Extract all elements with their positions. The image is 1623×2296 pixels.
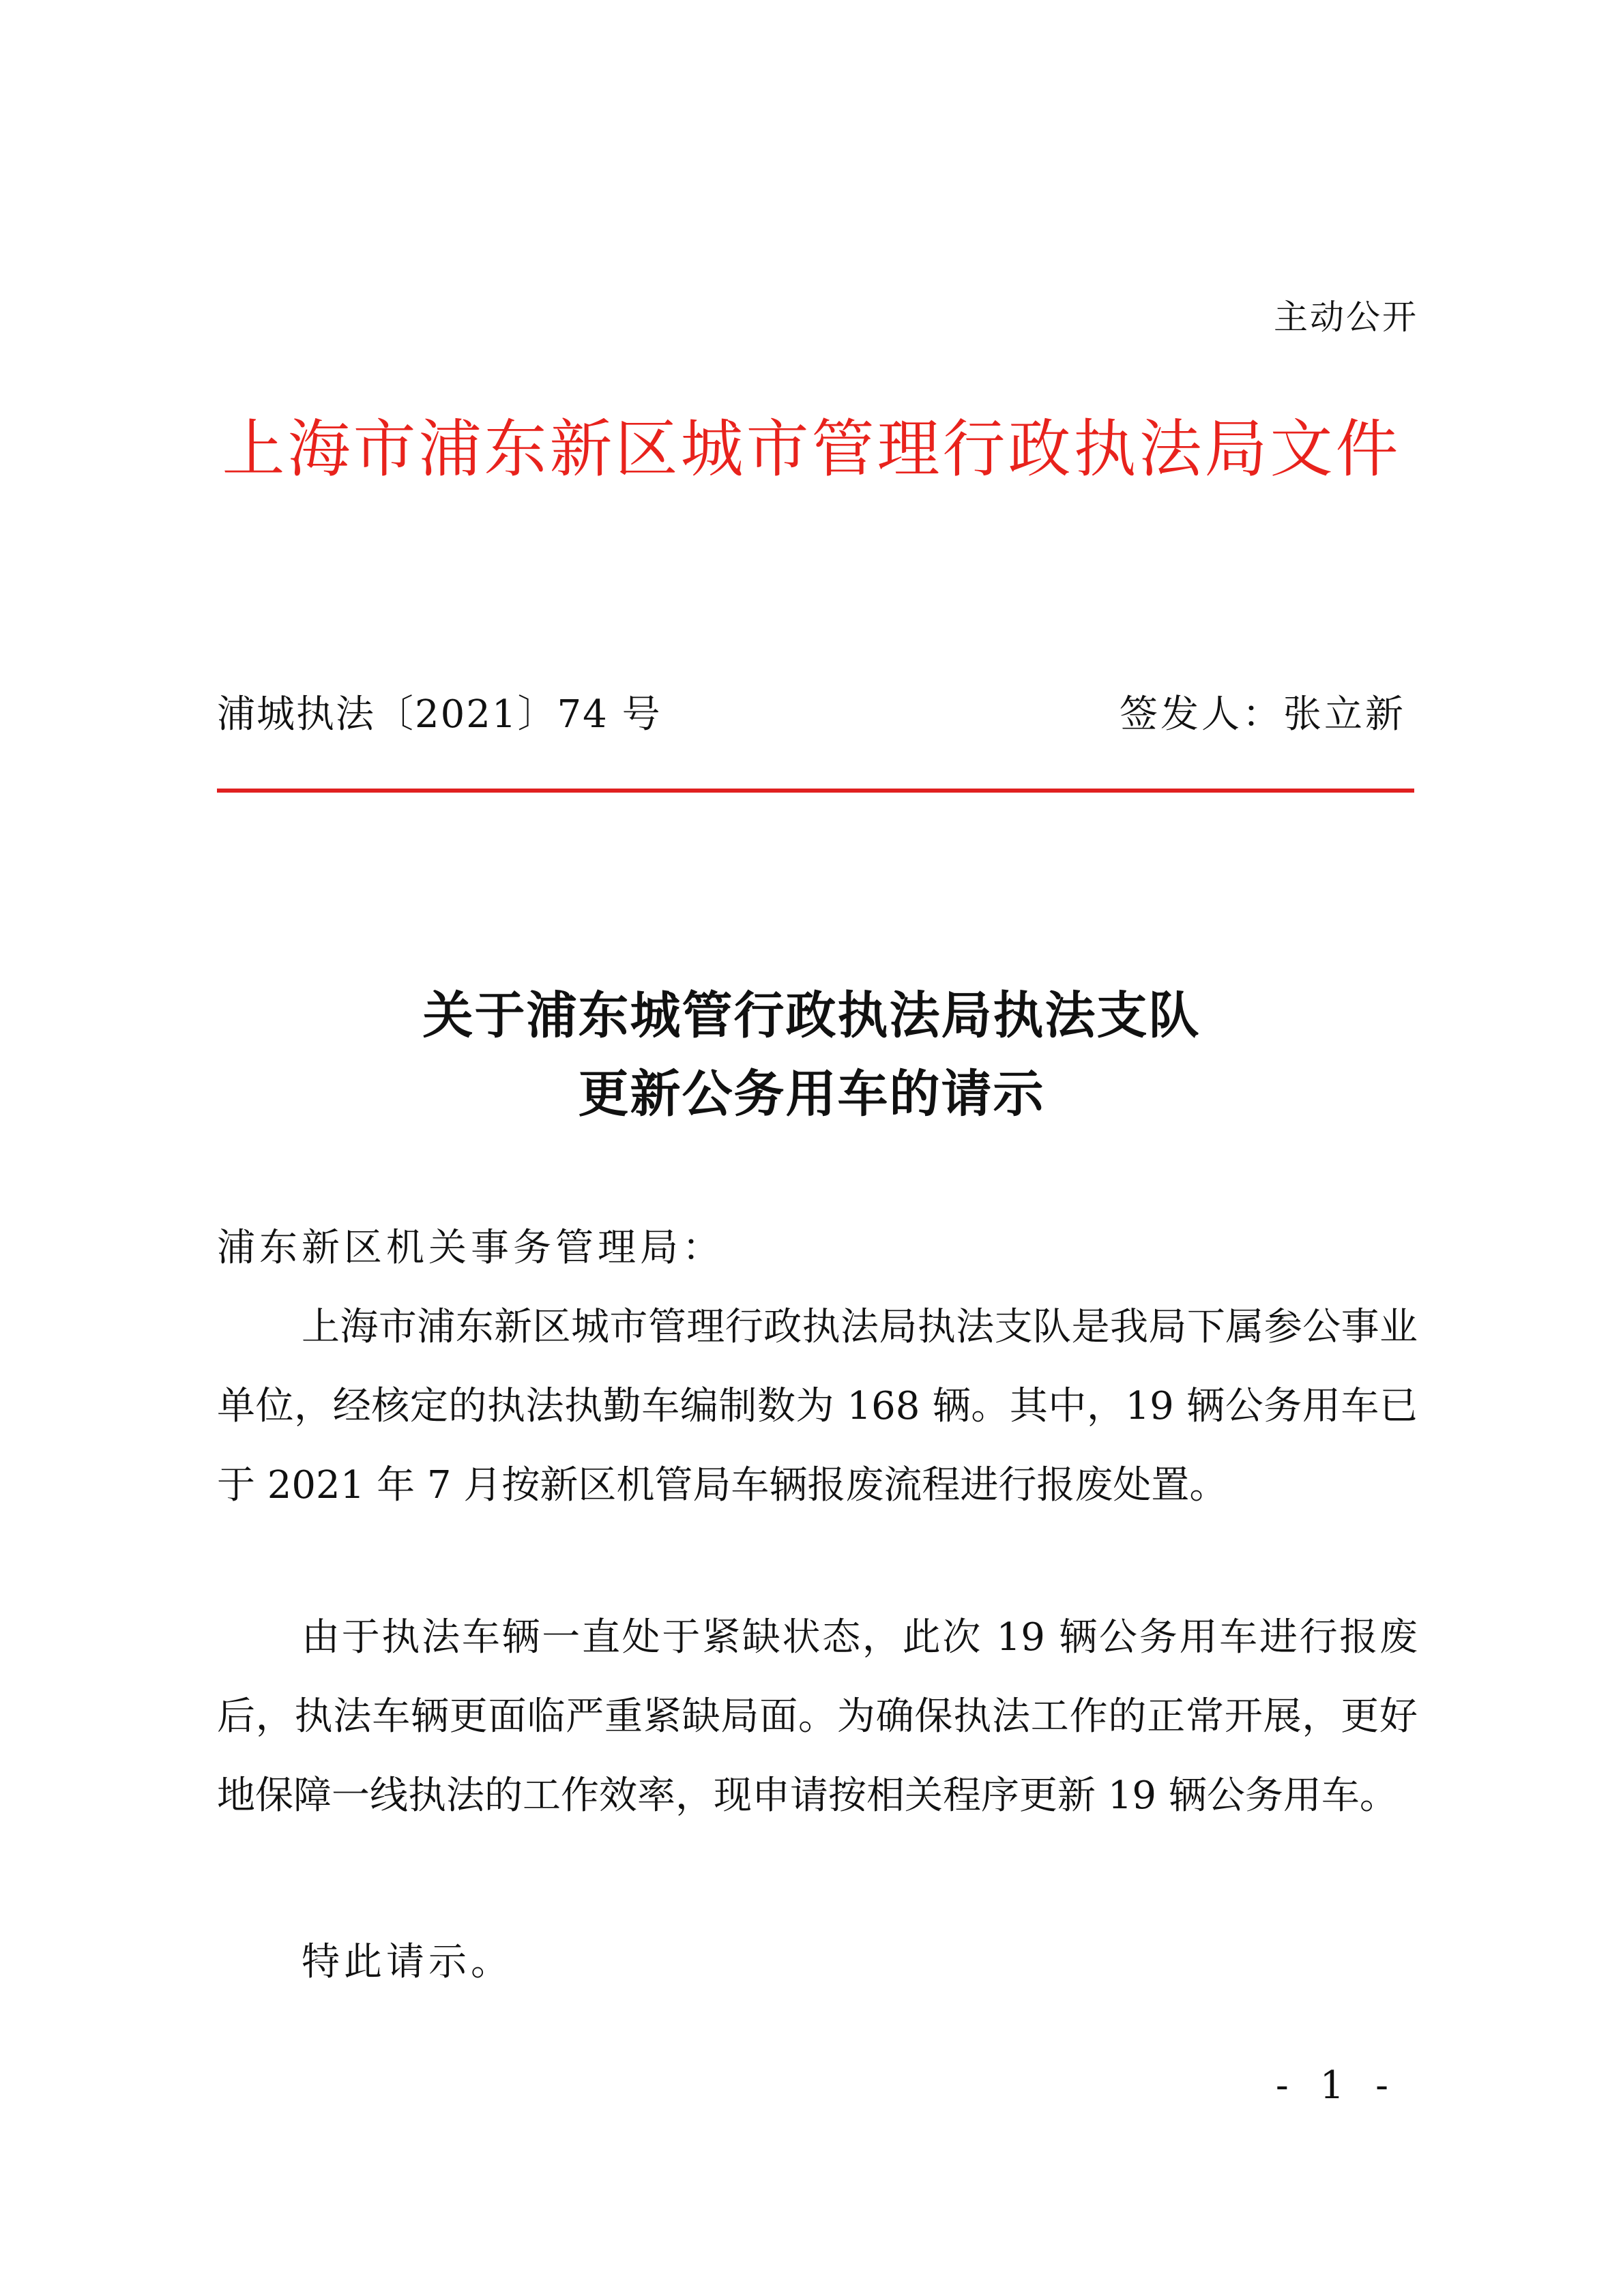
agency-document-header: 上海市浦东新区城市管理行政执法局文件 — [222, 413, 1401, 486]
red-divider-rule — [217, 789, 1414, 793]
issuer-signature: 签发人：张立新 — [1120, 692, 1406, 737]
salutation: 浦东新区机关事务管理局： — [217, 1226, 725, 1270]
document-title-line-1: 关于浦东城管行政执法局执法支队 — [422, 986, 1201, 1045]
disclosure-label: 主动公开 — [1274, 297, 1418, 337]
document-number: 浦城执法〔2021〕74 号 — [217, 692, 662, 737]
document-title-line-2: 更新公务用车的请示 — [578, 1065, 1045, 1123]
body-paragraph-1: 上海市浦东新区城市管理行政执法局执法支队是我局下属参公事业单位，经核定的执法执勤车编制数为 168 辆。其中，19 辆公务用车已于 2021 年 7 月按新区机管局车辆报废流程进行报废处置。 — [217, 1305, 1418, 1507]
page-number: - 1 - — [1275, 2063, 1398, 2108]
closing-remark: 特此请示。 — [302, 1940, 513, 1984]
body-paragraph-2: 由于执法车辆一直处于紧缺状态，此次 19 辆公务用车进行报废后，执法车辆更面临严重紧缺局面。为确保执法工作的正常开展，更好地保障一线执法的工作效率，现申请按相关程序更新 19 辆公务用车。 — [217, 1615, 1418, 1818]
